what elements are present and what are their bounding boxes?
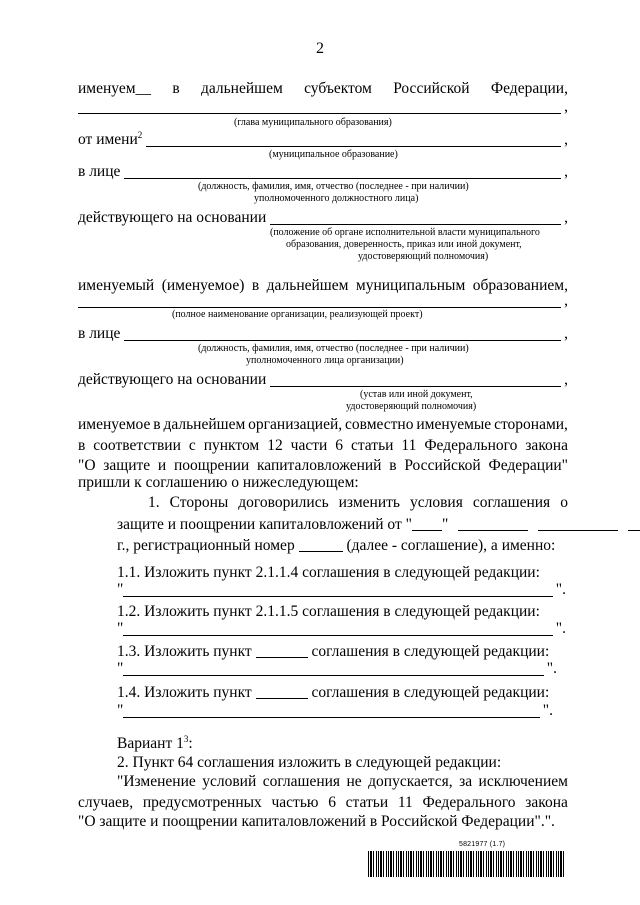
intro-line2: в соответствии с пунктом 12 части 6 статьи 11 Федерального закона [78, 437, 568, 454]
fill-line [123, 704, 539, 718]
fill-line [123, 622, 552, 636]
fill-line [146, 133, 561, 147]
block1-line4: в лице , [78, 163, 568, 180]
block2-line3: в лице , [78, 325, 568, 342]
item-1-3: 1.3. Изложить пункт соглашения в следующей редакции: [117, 643, 550, 660]
block2-line1: именуемый (именуемое) в дальнейшем муниципальным образованием, [78, 277, 568, 294]
block1-line2-blank: , [78, 98, 568, 116]
fill-line [124, 327, 561, 341]
caption: уполномоченного должностного лица) [254, 193, 419, 204]
clause1-line3: г., регистрационный номер (далее - соглашение), а именно: [117, 537, 556, 554]
caption: (муниципальное образование) [269, 149, 398, 160]
item-1-4-blank: " ". [117, 702, 553, 719]
block2-line2-blank: , [78, 292, 568, 310]
caption: (устав или иной документ, [360, 389, 473, 400]
block1-line5: действующего на основании , [78, 209, 568, 226]
intro-line3: "О защите и поощрении капиталовложений в Российской Федерации" [78, 457, 568, 474]
page-number: 2 [316, 40, 324, 57]
fill-line [123, 662, 543, 676]
quote-line2: случаев, предусмотренных частью 6 статьи 11 Федерального закона [78, 794, 568, 811]
fill-line [78, 100, 561, 114]
fill-line [123, 583, 552, 597]
fill-line [270, 373, 561, 387]
caption: (должность, фамилия, имя, отчество (последнее - при наличии) [198, 181, 469, 192]
caption: уполномоченного лица организации) [246, 355, 404, 366]
document-code: 5821977 (1.7) [459, 841, 506, 848]
clause2: 2. Пункт 64 соглашения изложить в следующей редакции: [117, 754, 502, 771]
fill-line [270, 211, 561, 225]
fill-line [124, 165, 561, 179]
block1-line1: именуем__ в дальнейшем субъектом Российской Федерации, [78, 80, 568, 97]
caption: (положение об органе исполнительной власти муниципального [270, 227, 540, 238]
clause1-line1: 1. Стороны договорились изменить условия соглашения о [148, 494, 568, 511]
caption: удостоверяющий полномочия) [358, 251, 489, 262]
item-1-1-blank: " ". [117, 581, 566, 598]
caption: удостоверяющий полномочия) [346, 401, 477, 412]
caption: (должность, фамилия, имя, отчество (последнее - при наличии) [198, 343, 469, 354]
barcode [368, 851, 564, 877]
item-1-3-blank: " ". [117, 660, 557, 677]
block2-line4: действующего на основании , [78, 371, 568, 388]
caption: (полное наименование организации, реализующей проект) [172, 309, 423, 320]
block1-line3: от имени$^2$ , [78, 129, 568, 148]
fill-line [78, 294, 561, 308]
intro-line4: пришли к соглашению о нижеследующем: [78, 474, 359, 491]
intro-line1: именуемое в дальнейшем организацией, совместно именуемые сторонами, [78, 416, 568, 433]
item-1-4: 1.4. Изложить пункт соглашения в следующей редакции: [117, 684, 550, 701]
caption: (глава муниципального образования) [234, 117, 392, 128]
clause1-line2: защите и поощрении капиталовложений от " " [117, 516, 568, 534]
variant-label: Вариант $1^3$: [117, 733, 193, 752]
quote-line1: "Изменение условий соглашения не допускается, за исключением [117, 773, 568, 790]
item-1-2-blank: " ". [117, 620, 566, 637]
item-1-1: 1.1. Изложить пункт 2.1.1.4 соглашения в следующей редакции: [117, 564, 540, 581]
caption: образования, доверенность, приказ или иной документ, [286, 239, 522, 250]
quote-line3: "О защите и поощрении капиталовложений в Российской Федерации".". [78, 813, 555, 830]
item-1-2: 1.2. Изложить пункт 2.1.1.5 соглашения в следующей редакции: [117, 603, 540, 620]
